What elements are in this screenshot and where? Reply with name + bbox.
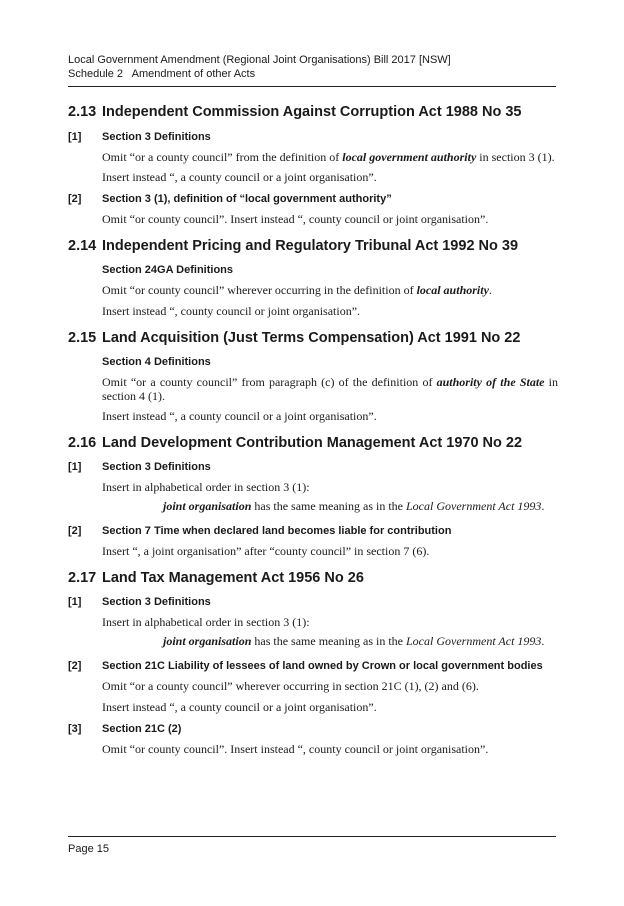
item-heading: [1] Section 3 Definitions — [68, 131, 211, 143]
item-heading: [3] Section 21C (2) — [68, 723, 182, 735]
item-heading: Section 24GA Definitions — [102, 264, 234, 276]
heading-2-17: 2.17 Land Tax Management Act 1956 No 26 — [68, 570, 364, 586]
defined-term: local government authority — [342, 150, 477, 164]
instruction-text: Insert instead “, county council or joint organisation”. — [102, 304, 361, 318]
page-number: Page 15 — [68, 843, 109, 855]
heading-title: Land Tax Management Act 1956 No 26 — [102, 570, 364, 586]
header-divider — [68, 86, 556, 87]
item-heading: [1] Section 3 Definitions — [68, 461, 211, 473]
instruction-text: Insert instead “, a county council or a joint organisation”. — [102, 170, 377, 184]
defined-term: joint organisation — [163, 499, 252, 513]
item-heading: [1] Section 3 Definitions — [68, 596, 211, 608]
instruction-text: Insert instead “, a county council or a joint organisation”. — [102, 409, 377, 423]
heading-2-15: 2.15 Land Acquisition (Just Terms Compensation) Act 1991 No 22 — [68, 330, 521, 346]
instruction-text: Omit “or county council”. Insert instead “, county council or joint organisation”. — [102, 212, 489, 226]
defined-term: authority of the State — [436, 375, 545, 389]
definition-text: joint organisation has the same meaning as in the Local Government Act 1993. — [163, 499, 545, 513]
heading-title: Independent Pricing and Regulatory Tribunal Act 1992 No 39 — [102, 238, 519, 254]
instruction-text: Insert “, a joint organisation” after “county council” in section 7 (6). — [102, 544, 430, 558]
item-heading: Section 4 Definitions — [102, 356, 211, 368]
document-body — [68, 98, 558, 756]
heading-title: Land Acquisition (Just Terms Compensation) Act 1991 No 22 — [102, 330, 521, 346]
instruction-text: Omit “or a county council” wherever occurring in section 21C (1), (2) and (6). — [102, 679, 479, 693]
instruction-text: Omit “or a county council” from paragraph (c) of the definition of authority of the State in section 4 (1). — [102, 375, 558, 403]
footer-divider — [68, 836, 556, 837]
heading-title: Independent Commission Against Corruption Act 1988 No 35 — [102, 104, 522, 120]
definition-text: joint organisation has the same meaning as in the Local Government Act 1993. — [163, 634, 545, 648]
instruction-text: Insert instead “, a county council or a joint organisation”. — [102, 700, 377, 714]
defined-term: local authority — [416, 283, 489, 297]
page-header — [68, 53, 556, 81]
defined-term: joint organisation — [163, 634, 252, 648]
heading-2-14: 2.14 Independent Pricing and Regulatory Tribunal Act 1992 No 39 — [68, 238, 519, 254]
instruction-text: Insert in alphabetical order in section 3 (1): — [102, 480, 310, 494]
instruction-text: Insert in alphabetical order in section 3 (1): — [102, 615, 310, 629]
heading-2-16: 2.16 Land Development Contribution Management Act 1970 No 22 — [68, 435, 523, 451]
heading-2-13: 2.13 Independent Commission Against Corruption Act 1988 No 35 — [68, 104, 522, 120]
header-bill-title: Local Government Amendment (Regional Joint Organisations) Bill 2017 [NSW] — [68, 54, 451, 66]
item-heading: [2] Section 7 Time when declared land becomes liable for contribution — [68, 525, 452, 537]
item-heading: [2] Section 3 (1), definition of “local government authority” — [68, 193, 392, 205]
header-schedule: Schedule 2 Amendment of other Acts — [68, 68, 256, 80]
instruction-text: Omit “or a county council” from the definition of local government authority in section 3 (1). — [102, 150, 555, 164]
item-heading: [2] Section 21C Liability of lessees of land owned by Crown or local government bodies — [68, 660, 543, 672]
instruction-text: Omit “or county council” wherever occurring in the definition of local authority. — [102, 283, 492, 297]
instruction-text: Omit “or county council”. Insert instead “, county council or joint organisation”. — [102, 742, 489, 756]
heading-title: Land Development Contribution Management Act 1970 No 22 — [102, 435, 523, 451]
